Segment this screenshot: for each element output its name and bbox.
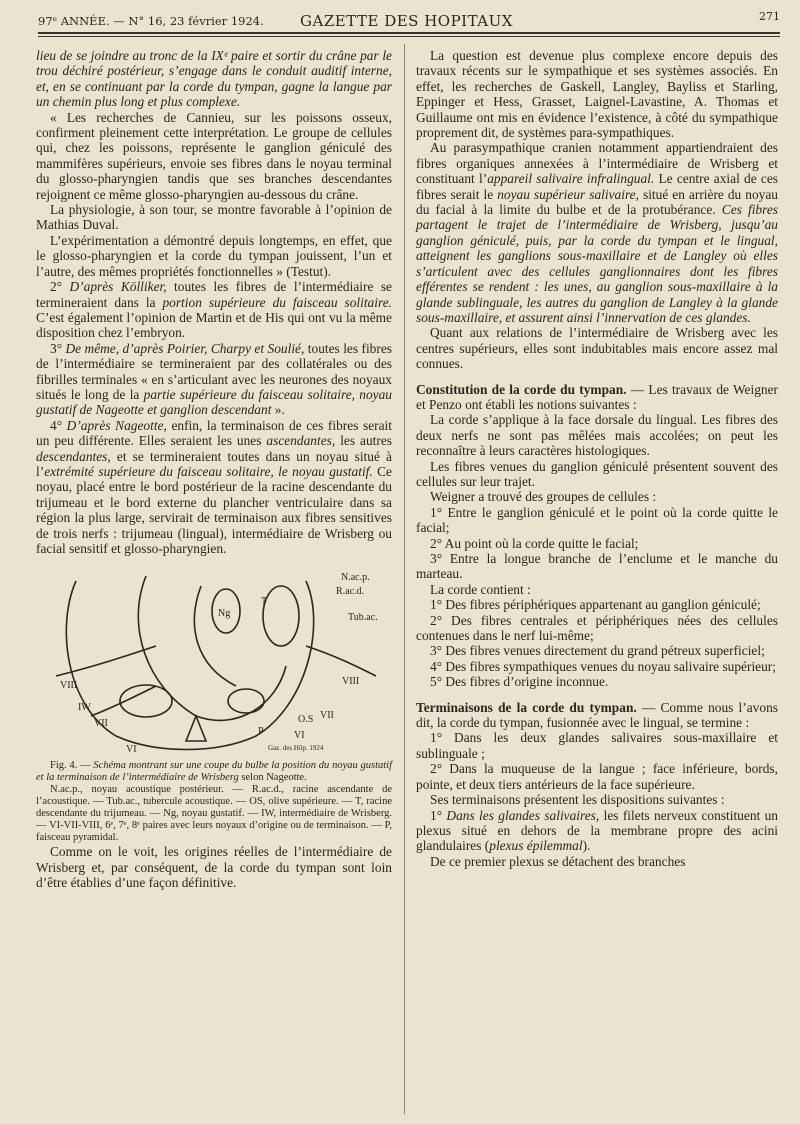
nucleus-acoustic	[263, 586, 299, 646]
paragraph: lieu de se joindre au tronc de la IXᵉ paire et sortir du crâne par le trou déchiré postérieur, s’engage dans le conduit auditif interne, et, en se continuant par la corde du tympan, gagne la langue par un chemin plus long et plus complexe.	[36, 48, 392, 110]
list-item: 1° Entre le ganglion géniculé et le point où la corde quitte le facial;	[416, 504, 778, 536]
paragraph: La question est devenue plus complexe encore depuis des travaux récents sur le sympathique et ses systèmes associés. En effet, les recherches de Gaskell, Langley, Bayliss et Starling, Eppinger et Hess, Grasset, Laignel-Lavastine, A. Thomas et Guillaume ont mis en évidence l’existence, à côté du sympathique proprement dit, de systèmes para-sympathiques.	[416, 48, 778, 141]
nerve-viii	[306, 646, 376, 676]
list-item: 1° Des fibres périphériques appartenant au ganglion géniculé;	[430, 597, 761, 613]
label-iw: IW	[78, 702, 91, 714]
column-separator	[404, 44, 405, 1114]
paragraph: De ce premier plexus se détachent des branches	[430, 853, 686, 869]
bulb-section-diagram	[36, 566, 392, 756]
section-heading: Terminaisons de la corde du tympan. — Comme nous l’avons dit, la corde du tympan, fusionnée avec le lingual, se termine :	[416, 699, 778, 731]
list-item: 1° Dans les deux glandes salivaires sous-maxillaire et sublinguale ;	[416, 730, 778, 761]
pyramidal-bundle	[186, 716, 206, 741]
paragraph: 4° D’après Nageotte, enfin, la terminaison de ces fibres serait un peu différente. Elles seraient les unes ascendantes, les autres descendantes, et se termineraient toutes dans un noyau situé à l’extrémité supérieure du faisceau solitaire, le noyau gustatif. Ce noyau, placé entre le bord postérieur de la racine descendante du trijumeau et le bord externe du plancher ventriculaire dans sa région la plus large, servirait de terminaison aux fibres sensitives de trois nerfs : trijumeau (lingual), intermédiaire de Wrisberg ou facial sensitif et glosso-pharyngien.	[36, 417, 392, 556]
label-nacp: N.ac.p.	[341, 572, 370, 584]
section-heading: Constitution de la corde du tympan. — Les travaux de Weigner et Penzo ont établi les notions suivantes :	[416, 381, 778, 412]
list-item: 5° Des fibres d’origine inconnue.	[430, 674, 609, 690]
label-ng: Ng	[218, 608, 231, 620]
label-tubac: Tub.ac.	[348, 612, 378, 624]
paragraph: Au parasympathique cranien notamment appartiendraient des fibres organiques annexées à l’intermédiaire de Wrisberg et constituant l’appareil salivaire infralingual. Le centre axial de ces fibres serait le noyau supérieur salivaire, situé en arrière du noyau du facial à la limite du bulbe et de la protubérance. Ces fibres partagent le trajet de l’intermédiaire de Wrisberg, jusqu’au ganglion géniculé, puis, par la corde du tympan et le lingual, atteignent les ganglions sous-maxillaire et de Langley où elles s’articulent avec des cellules ganglionnaires dont les fibres efférentes se rendent : les unes, au ganglion sous-maxillaire à la glande sublinguale, les autres du ganglion de Langley à la glande sous-maxillaire, et assurent ainsi l’innervation de ces glandes.	[416, 140, 778, 325]
list-item: 3° Entre la longue branche de l’enclume et le manche du marteau.	[416, 551, 778, 582]
paragraph: Les fibres venues du ganglion géniculé présentent souvent des cellules sur leur trajet.	[416, 458, 778, 489]
list-item: 3° Des fibres venues directement du grand pétreux superficiel;	[430, 643, 765, 659]
label-p: P	[258, 726, 264, 738]
label-racd: R.ac.d.	[336, 586, 365, 598]
label-vii-right: VII	[320, 710, 334, 722]
page-header	[38, 10, 780, 34]
paragraph: Weigner a trouvé des groupes de cellules :	[430, 489, 657, 505]
figure-legend: N.ac.p., noyau acoustique postérieur. — R.ac.d., racine ascendante de l’acoustique. — Tub.ac., tubercule acoustique. — OS, olive supérieure. — T, racine descendante du trijumeau. — Ng, noyau gustatif. — IW, intermédiaire de Wrisberg. — VI-VII-VIII, 6ᵉ, 7ᵉ, 8ᵉ paires avec leurs noyaux d’origine ou de terminaison. — P, faisceau pyramidal.	[36, 784, 392, 844]
figure-caption: Fig. 4. — Schéma montrant sur une coupe du bulbe la position du noyau gustatif et la terminaison de l’intermédiaire de Wrisberg selon Nageotte.	[36, 760, 392, 784]
label-viii-right: VIII	[342, 676, 360, 688]
paragraph: La physiologie, à son tour, se montre favorable à l’opinion de Mathias Duval.	[36, 202, 392, 233]
figure-credit: Gaz. des Hôp. 1924	[268, 744, 324, 753]
paragraph: Ses terminaisons présentent les dispositions suivantes :	[430, 792, 725, 808]
left-column	[36, 48, 392, 891]
paragraph: L’expérimentation a démontré depuis longtemps, en effet, que le glosso-pharyngien et la corde du tympan jouissent, l’un et l’autre, des mêmes propriétés fonctionnelles » (Testut).	[36, 232, 392, 279]
figure-bulb-section	[36, 566, 392, 756]
label-viii-left: VIII	[60, 680, 78, 692]
label-t: T	[261, 596, 268, 608]
paragraph: La corde contient :	[430, 581, 531, 597]
nerve-iw	[91, 686, 156, 716]
list-item: 1° Dans les glandes salivaires, les filets nerveux constituent un plexus situé en dehors de la membrane propre des acini glandulaires (plexus épilemmal).	[416, 807, 778, 854]
nerve-vii	[56, 646, 156, 676]
paragraph: 2° D’après Kölliker, toutes les fibres de l’intermédiaire se termineraient dans la portion supérieure du faisceau solitaire. C’est également l’opinion de Martin et de His qui ont vu la même disposition chez l’embryon.	[36, 279, 392, 341]
list-item: 2° Dans la muqueuse de la langue ; face inférieure, bords, pointe, et deux tiers antérieurs de la face supérieure.	[416, 761, 778, 792]
descending-root	[194, 586, 236, 686]
paragraph: Comme on le voit, les origines réelles de l’intermédiaire de Wrisberg et, par conséquent, de la corde du tympan sont loin d’être établies d’une façon définitive.	[36, 844, 392, 891]
paragraph: « Les recherches de Cannieu, sur les poissons osseux, confirment pleinement cette interprétation. Le groupe de cellules qui, chez les poissons, représente le ganglion géniculé des mammifères supérieurs, envoie ses fibres dans le noyau terminal du glosso-pharyngien tandis que ses branches descendantes rejoignent ce même glosso-pharyngien au-dessous du crâne.	[36, 109, 392, 202]
list-item: 4° Des fibres sympathiques venues du noyau salivaire supérieur;	[430, 658, 776, 674]
olive-superior	[228, 689, 264, 713]
label-vi-right: VI	[294, 730, 305, 742]
paragraph: 3° De même, d’après Poirier, Charpy et Soulié, toutes les fibres de l’intermédiaire se termineraient par des collatérales ou des fibrilles terminales « en s’articulant avec les neurones des noyaux situés le long de la partie supérieure du faisceau solitaire, noyau gustatif de Nageotte et ganglion descendant ».	[36, 340, 392, 418]
nucleus-facial	[120, 685, 172, 717]
issue-info: 97ᵉ ANNÉE. — N° 16, 23 février 1924.	[38, 14, 264, 28]
page-number: 271	[759, 10, 780, 23]
header-rule	[38, 36, 780, 37]
paragraph: Quant aux relations de l’intermédiaire de Wrisberg avec les centres supérieurs, elles sont indubitables mais encore assez mal connues.	[416, 325, 778, 372]
right-column	[416, 48, 778, 869]
journal-title: GAZETTE DES HOPITAUX	[300, 12, 513, 30]
label-vi-left: VI	[126, 744, 137, 756]
label-os: O.S	[298, 714, 314, 726]
label-vii-left: VII	[94, 718, 108, 730]
list-item: 2° Au point où la corde quitte le facial;	[430, 535, 639, 551]
list-item: 2° Des fibres centrales et périphériques nées des cellules contenues dans le nerf lui-même;	[416, 612, 778, 644]
paragraph: La corde s’applique à la face dorsale du lingual. Les fibres des deux nerfs ne sont pas mêlées mais accolées; on peut les reconnaître à leurs caractères histologiques.	[416, 412, 778, 459]
